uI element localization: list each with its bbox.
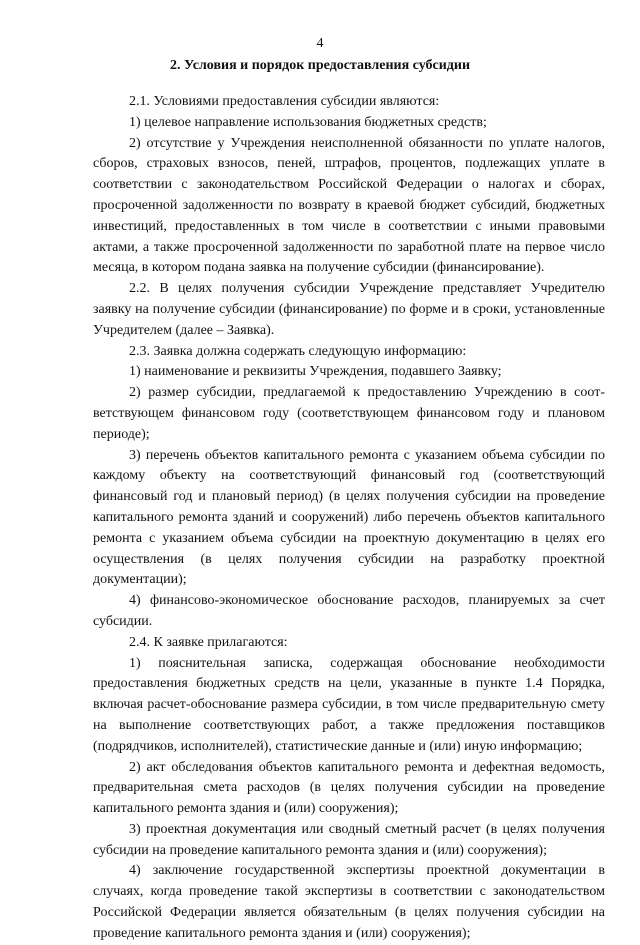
paragraph-2-4-item-4: 4) заключение государственной экспертизы проектной документации в случаях, когда проведение такой экспертизы в соответствии с законодательством Российской Федерации является обязательным (в целях получения субсидии на проведение капитального ремонта здания и (или) сооружения); xyxy=(93,863,605,941)
paragraph-2-4-item-2: 2) акт обследования объектов капитального ремонта и дефектная ведомость, предварительная смета расходов (в целях получения субсидии на проведение капитального ремонта здания и (или) сооружения); xyxy=(93,759,605,817)
paragraph-2-3-item-4: 4) финансово-экономическое обоснование расходов, планируемых за счет субсидии. xyxy=(93,593,605,629)
document-body xyxy=(93,92,605,945)
page-number: 4 xyxy=(316,36,324,51)
section-title: 2. Условия и порядок предоставления субсидии xyxy=(169,58,471,73)
paragraph-2-3-item-1: 1) наименование и реквизиты Учреждения, подавшего Заявку; xyxy=(129,364,502,380)
paragraph-2-1: 2.1. Условиями предоставления субсидии являются: xyxy=(129,94,440,109)
paragraph-2-3-item-3: 3) перечень объектов капитального ремонта с указанием объема субсидии по каждому объекту на соответствующий финансовый год (соответствующий финансовый год и плановый период) (в целях получения субсидии на проведение капитального ремонта зданий и сооружений) либо перечень объектов капитального ремонта с указанием объема субсидии на проектную документацию в целях его осуществления (в целях получения субсидии на разработку проектной документации); xyxy=(93,447,605,588)
paragraph-2-2: 2.2. В целях получения субсидии Учреждение представляет Учредителю заявку на получение субсидии (финансирование) по форме и в сроки, установленные Учредителем (далее – Заявка). xyxy=(93,281,605,338)
paragraph-2-4-item-3: 3) проектная документация или сводный сметный расчет (в целях получения субсидии на проведение капитального ремонта здания и (или) сооружения); xyxy=(93,821,605,858)
paragraph-2-3: 2.3. Заявка должна содержать следующую информацию: xyxy=(129,343,467,359)
paragraph-2-4: 2.4. К заявке прилагаются: xyxy=(129,634,288,650)
paragraph-2-1-item-2: 2) отсутствие у Учреждения неисполненной обязанности по уплате налогов, сборов, страховых взносов, пеней, штрафов, процентов, подлежащих уплате в соответствии с законодательством Российской Федерации о налогах и сборах, просроченной задолженности по возврату в краевой бюджет субсидий, бюджетных инвестиций, предоставленных в том числе в соответствии с иными правовыми актами, а также просроченной задолженности по заработной плате на первое число месяца, в котором подана заявка на получение субсидии (финансирование). xyxy=(93,135,605,276)
paragraph-2-3-item-2: 2) размер субсидии, предлагаемой к предоставлению Учреждению в соответствующем финансовом году (соответствующем финансовом году и плановом периоде); xyxy=(93,385,605,442)
paragraph-2-4-item-1: 1) пояснительная записка, содержащая обоснование необходимости предоставления бюджетных средств на цели, указанные в пункте 1.4 Порядка, включая расчет-обоснование размера субсидии, в том числе предварительную смету на выполнение соответствующих работ, а также предложения поставщиков (подрядчиков, исполнителей), статистические данные и (или) иную информацию; xyxy=(93,655,605,754)
paragraph-2-1-item-1: 1) целевое направление использования бюджетных средств; xyxy=(129,114,487,130)
